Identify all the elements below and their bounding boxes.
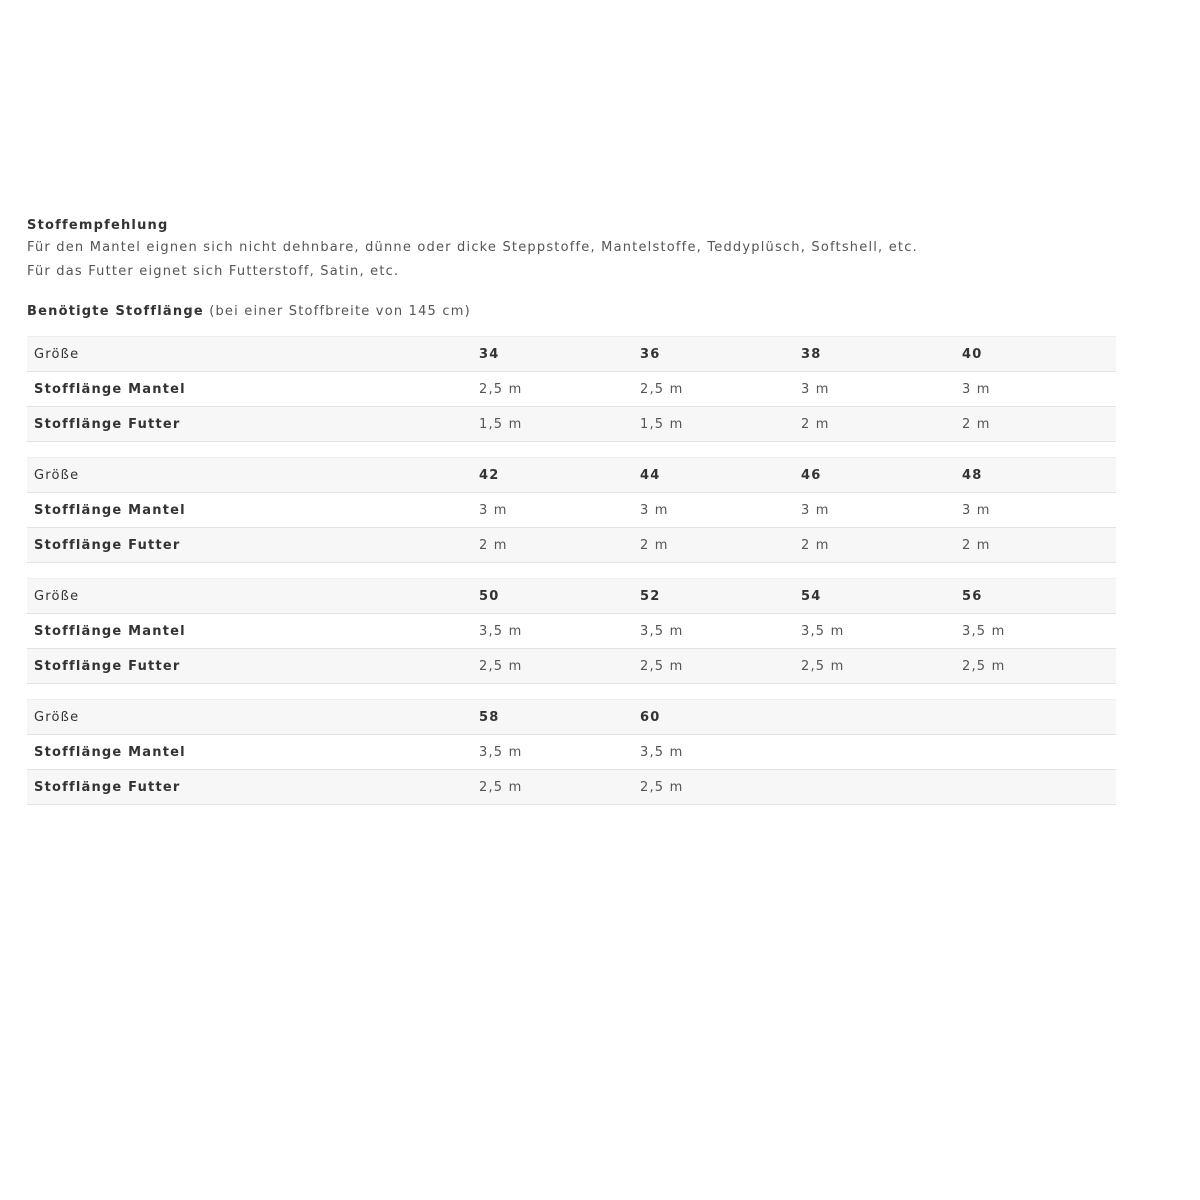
coat-length-value: 3,5 m xyxy=(472,614,633,649)
size-value: 48 xyxy=(955,458,1116,493)
fabric-length-heading xyxy=(27,300,1116,324)
coat-length-value: 2,5 m xyxy=(633,372,794,407)
coat-length-value: 3,5 m xyxy=(472,735,633,770)
size-value: 40 xyxy=(955,337,1116,372)
size-label: Größe xyxy=(27,337,472,372)
lining-length-value: 2,5 m xyxy=(955,649,1116,684)
fabric-length-title: Benötigte Stofflänge xyxy=(27,304,204,319)
lining-length-value: 2 m xyxy=(955,407,1116,442)
lining-length-label: Stofflänge Futter xyxy=(27,649,472,684)
coat-length-value: 3,5 m xyxy=(633,735,794,770)
lining-length-label: Stofflänge Futter xyxy=(27,770,472,805)
size-table xyxy=(27,457,1116,563)
lining-length-value: 2,5 m xyxy=(472,649,633,684)
coat-length-value: 3,5 m xyxy=(633,614,794,649)
coat-length-row xyxy=(27,493,1116,528)
coat-length-value: 3 m xyxy=(955,493,1116,528)
lining-length-row xyxy=(27,407,1116,442)
coat-length-label: Stofflänge Mantel xyxy=(27,614,472,649)
coat-length-row xyxy=(27,372,1116,407)
coat-length-value: 3 m xyxy=(794,372,955,407)
coat-length-label: Stofflänge Mantel xyxy=(27,735,472,770)
coat-length-value: 2,5 m xyxy=(472,372,633,407)
coat-length-row xyxy=(27,614,1116,649)
size-value: 42 xyxy=(472,458,633,493)
lining-length-value: 2,5 m xyxy=(633,770,794,805)
fabric-recommendation-lining: Für das Futter eignet sich Futterstoff, Satin, etc. xyxy=(27,264,400,279)
lining-length-value: 2 m xyxy=(472,528,633,563)
size-value xyxy=(794,700,955,735)
size-row xyxy=(27,700,1116,735)
size-value: 52 xyxy=(633,579,794,614)
lining-length-value: 1,5 m xyxy=(633,407,794,442)
size-value: 58 xyxy=(472,700,633,735)
lining-length-row xyxy=(27,649,1116,684)
size-row xyxy=(27,579,1116,614)
coat-length-value xyxy=(955,735,1116,770)
coat-length-value xyxy=(794,735,955,770)
size-value: 60 xyxy=(633,700,794,735)
coat-length-value: 3 m xyxy=(472,493,633,528)
size-value: 34 xyxy=(472,337,633,372)
coat-length-value: 3 m xyxy=(955,372,1116,407)
coat-length-label: Stofflänge Mantel xyxy=(27,372,472,407)
size-table xyxy=(27,578,1116,684)
lining-length-row xyxy=(27,770,1116,805)
coat-length-row xyxy=(27,735,1116,770)
size-value: 54 xyxy=(794,579,955,614)
size-value: 38 xyxy=(794,337,955,372)
lining-length-value: 2,5 m xyxy=(633,649,794,684)
lining-length-value: 2,5 m xyxy=(794,649,955,684)
lining-length-value: 2 m xyxy=(955,528,1116,563)
size-label: Größe xyxy=(27,700,472,735)
size-value: 56 xyxy=(955,579,1116,614)
lining-length-value: 2 m xyxy=(794,528,955,563)
size-table xyxy=(27,699,1116,805)
size-value: 44 xyxy=(633,458,794,493)
coat-length-value: 3,5 m xyxy=(794,614,955,649)
fabric-recommendation-coat: Für den Mantel eignen sich nicht dehnbare, dünne oder dicke Steppstoffe, Mantelstoffe, Teddyplüsch, Softshell, etc. xyxy=(27,240,918,255)
lining-length-label: Stofflänge Futter xyxy=(27,407,472,442)
fabric-recommendation-title: Stoffempfehlung xyxy=(27,218,169,233)
size-value xyxy=(955,700,1116,735)
lining-length-value xyxy=(794,770,955,805)
size-row xyxy=(27,337,1116,372)
coat-length-value: 3,5 m xyxy=(955,614,1116,649)
size-table xyxy=(27,336,1116,442)
content xyxy=(27,216,1116,820)
lining-length-value xyxy=(955,770,1116,805)
lining-length-value: 2,5 m xyxy=(472,770,633,805)
coat-length-value: 3 m xyxy=(633,493,794,528)
size-tables xyxy=(27,336,1116,805)
size-value: 46 xyxy=(794,458,955,493)
size-label: Größe xyxy=(27,458,472,493)
size-value: 50 xyxy=(472,579,633,614)
coat-length-label: Stofflänge Mantel xyxy=(27,493,472,528)
size-row xyxy=(27,458,1116,493)
lining-length-value: 2 m xyxy=(794,407,955,442)
lining-length-label: Stofflänge Futter xyxy=(27,528,472,563)
lining-length-value: 1,5 m xyxy=(472,407,633,442)
size-value: 36 xyxy=(633,337,794,372)
size-label: Größe xyxy=(27,579,472,614)
lining-length-row xyxy=(27,528,1116,563)
lining-length-value: 2 m xyxy=(633,528,794,563)
coat-length-value: 3 m xyxy=(794,493,955,528)
fabric-length-note: (bei einer Stoffbreite von 145 cm) xyxy=(203,304,471,319)
